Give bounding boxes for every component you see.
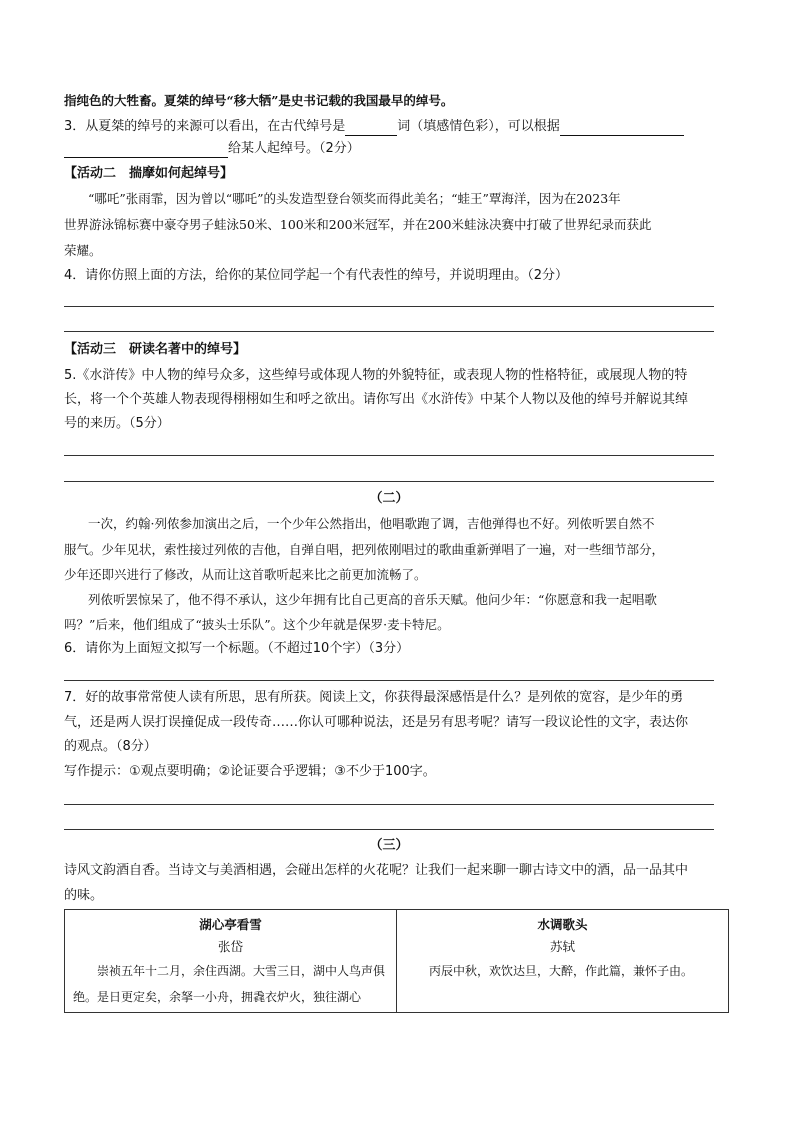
section2-p2-line-2: 吗？”后来，他们组成了“披头士乐队”。这个少年就是保罗·麦卡特尼。 xyxy=(64,617,450,632)
poem-left-cell xyxy=(65,910,397,1013)
section3-intro-line-1: 诗风文韵酒自香。当诗文与美酒相遇，会碰出怎样的火花呢？让我们一起来聊一聊古诗文中的酒，品一品其中 xyxy=(64,863,689,878)
section2-p1-line-2: 服气。少年见状，索性接过列侬的吉他，自弹自唱，把列侬刚唱过的歌曲重新弹唱了一遍，对一些细节部分， xyxy=(64,542,665,557)
answer-line-q5-1[interactable] xyxy=(64,455,714,456)
question-3 xyxy=(64,118,684,136)
poem-right-title: 水调歌头 xyxy=(537,917,588,932)
section2-p2-line-1: 列侬听罢惊呆了，他不得不承认，这少年拥有比自己更高的音乐天赋。他问少年：“你愿意和我一起唱歌 xyxy=(88,592,657,607)
section2-p1-line-1: 一次，约翰·列侬参加演出之后，一个少年公然指出，他唱歌跑了调，吉他弹得也不好。列侬听罢自然不 xyxy=(88,516,655,531)
section3-heading: （三） xyxy=(369,838,409,853)
q3-blank-3[interactable] xyxy=(64,143,228,158)
poem-left-body: 崇祯五年十二月，余住西湖。大雪三日，湖中人鸟声俱绝。是日更定矣，余拏一小舟，拥毳衣炉火，独往湖心 xyxy=(73,964,386,1004)
activity3-heading: 【活动三 研读名著中的绰号】 xyxy=(64,342,247,357)
q3-blank-2[interactable] xyxy=(560,121,684,136)
writing-tips: 写作提示：①观点要明确；②论证要合乎逻辑；③不少于100字。 xyxy=(64,764,436,779)
activity2-line-3: 荣耀。 xyxy=(64,243,102,258)
question-3-cont xyxy=(64,140,360,158)
question-5-line-3: 号的来历。（5分） xyxy=(64,416,170,431)
section2-heading: （二） xyxy=(369,491,409,506)
poem-right-cell xyxy=(397,910,729,1013)
question-7-line-1: 7．好的故事常常使人读有所思，思有所获。阅读上文，你获得最深感悟是什么？是列侬的宽容，是少年的勇 xyxy=(64,690,684,705)
answer-line-q6[interactable] xyxy=(64,680,714,681)
poem-right-body: 丙辰中秋，欢饮达旦，大醉，作此篇，兼怀子由。 xyxy=(429,964,694,978)
section2-p1-line-3: 少年还即兴进行了修改，从而让这首歌听起来比之前更加流畅了。 xyxy=(64,567,427,582)
answer-line-q7-2[interactable] xyxy=(64,829,714,830)
q3-part3: 给某人起绰号。（2分） xyxy=(228,141,360,156)
question-7-line-3: 的观点。（8分） xyxy=(64,739,157,754)
activity2-heading: 【活动二 揣摩如何起绰号】 xyxy=(64,166,234,181)
q3-part1: 3．从夏桀的绰号的来源可以看出，在古代绰号是 xyxy=(64,119,346,134)
question-4: 4．请你仿照上面的方法，给你的某位同学起一个有代表性的绰号，并说明理由。（2分） xyxy=(64,268,569,283)
answer-line-q4-2[interactable] xyxy=(64,331,714,332)
intro-tail-text: 指纯色的大牲畜。夏桀的绰号“移大牺”是史书记载的我国最早的绰号。 xyxy=(64,93,454,108)
poems-table xyxy=(64,909,729,1013)
activity2-line-1: “哪吒”张雨霏，因为曾以“哪吒”的头发造型登台领奖而得此美名；“蛙王”覃海洋，因为在2023年 xyxy=(88,191,621,206)
question-6: 6．请你为上面短文拟写一个标题。（不超过10个字）（3分） xyxy=(64,641,410,656)
question-5-line-2: 长，将一个个英雄人物表现得栩栩如生和呼之欲出。请你写出《水浒传》中某个人物以及他的绰号并解说其绰 xyxy=(64,392,689,407)
answer-line-q4-1[interactable] xyxy=(64,306,714,307)
q3-blank-1[interactable] xyxy=(345,121,397,136)
answer-line-q5-2[interactable] xyxy=(64,481,714,482)
question-5-line-1: 5.《水浒传》中人物的绰号众多，这些绰号或体现人物的外貌特征，或表现人物的性格特征，或展现人物的特 xyxy=(64,368,688,383)
activity2-line-2: 世界游泳锦标赛中豪夺男子蛙泳50米、100米和200米冠军，并在200米蛙泳决赛中打破了世界纪录而获此 xyxy=(64,217,652,232)
section3-intro-line-2: 的味。 xyxy=(64,888,104,903)
poem-left-author: 张岱 xyxy=(217,939,243,954)
q3-part2: 词（填感情色彩），可以根据 xyxy=(397,119,560,134)
poem-left-title: 湖心亭看雪 xyxy=(199,917,262,932)
answer-line-q7-1[interactable] xyxy=(64,804,714,805)
question-7-line-2: 气，还是两人误打误撞促成一段传奇……你认可哪种说法，还是另有思考呢？请写一段议论性的文字，表达你 xyxy=(64,715,689,730)
poem-right-author: 苏轼 xyxy=(549,939,575,954)
